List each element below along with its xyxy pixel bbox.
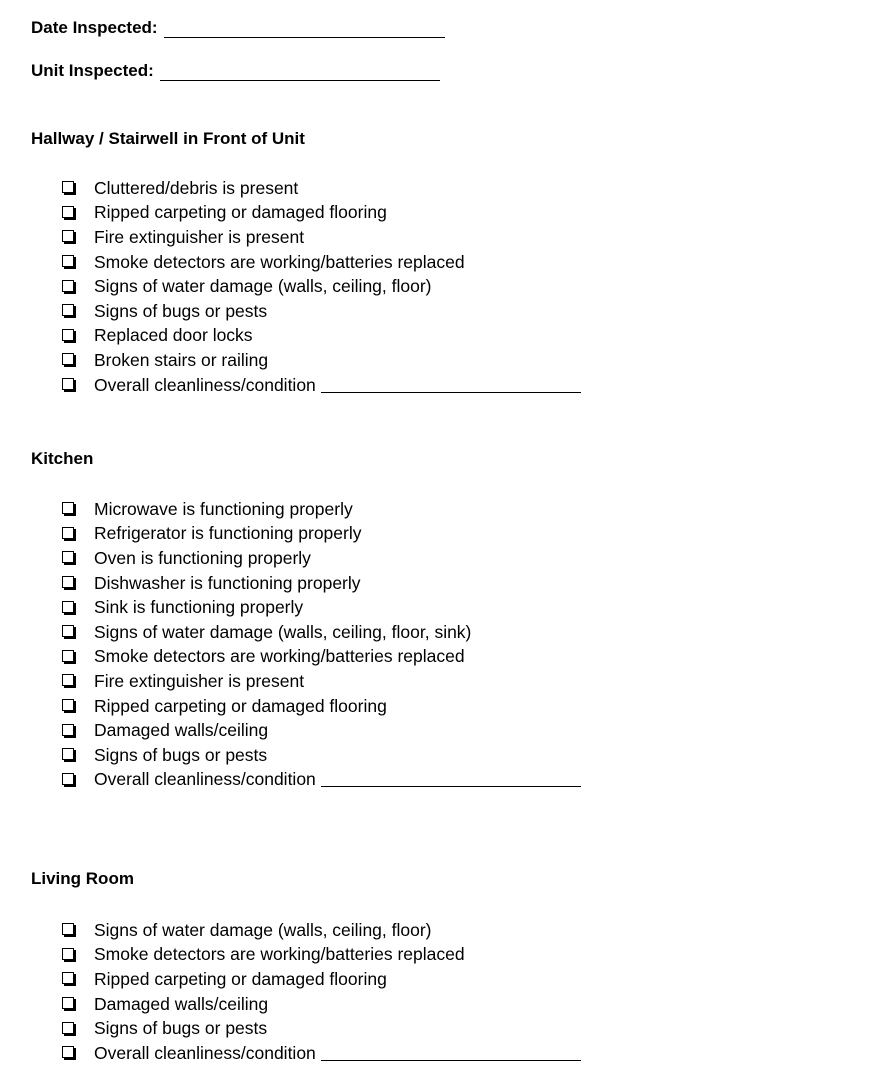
checklist-item: [62, 943, 581, 968]
checklist-item-label: Signs of water damage (walls, ceiling, floor): [94, 919, 432, 940]
checklist-item: [62, 348, 581, 373]
checkbox-icon[interactable]: [62, 773, 74, 785]
checklist-item-label: Smoke detectors are working/batteries replaced: [94, 251, 465, 272]
checklist-item-label: Refrigerator is functioning properly: [94, 523, 362, 544]
checklist-item: [62, 373, 581, 398]
checklist-item: [62, 967, 581, 992]
checklist-item-label: Smoke detectors are working/batteries replaced: [94, 646, 465, 667]
checklist-item: [62, 225, 581, 250]
checklist-living-room: [62, 918, 581, 1066]
checklist-item-label: Ripped carpeting or damaged flooring: [94, 968, 387, 989]
checklist-item-label: Signs of bugs or pests: [94, 744, 268, 765]
checkbox-icon[interactable]: [62, 329, 74, 341]
checklist-item-label: Signs of bugs or pests: [94, 300, 268, 321]
checklist-item: [62, 768, 581, 793]
checklist-item: [62, 743, 581, 768]
checkbox-icon[interactable]: [62, 1022, 74, 1034]
checklist-item-label: Overall cleanliness/condition: [94, 769, 316, 790]
condition-blank[interactable]: [321, 378, 581, 393]
checklist-kitchen: [62, 497, 581, 792]
checkbox-icon[interactable]: [62, 748, 74, 760]
checklist-item-label: Damaged walls/ceiling: [94, 720, 269, 741]
checkbox-icon[interactable]: [62, 724, 74, 736]
checkbox-icon[interactable]: [62, 353, 74, 365]
checklist-item: [62, 1041, 581, 1066]
checklist-item-label: Overall cleanliness/condition: [94, 374, 316, 395]
checklist-item: [62, 718, 581, 743]
checkbox-icon[interactable]: [62, 502, 74, 514]
checklist-item-label: Signs of water damage (walls, ceiling, floor): [94, 276, 432, 297]
checklist-item-label: Signs of bugs or pests: [94, 1018, 268, 1039]
checkbox-icon[interactable]: [62, 206, 74, 218]
checklist-item: [62, 694, 581, 719]
checkbox-icon[interactable]: [62, 650, 74, 662]
checklist-item: [62, 201, 581, 226]
checkbox-icon[interactable]: [62, 255, 74, 267]
checkbox-icon[interactable]: [62, 576, 74, 588]
checklist-item: [62, 299, 581, 324]
checklist-item-label: Ripped carpeting or damaged flooring: [94, 695, 387, 716]
checklist-item-label: Sink is functioning properly: [94, 597, 304, 618]
condition-blank[interactable]: [321, 1046, 581, 1061]
checklist-item: [62, 546, 581, 571]
checklist-item-label: Ripped carpeting or damaged flooring: [94, 202, 387, 223]
checkbox-icon[interactable]: [62, 378, 74, 390]
checklist-item: [62, 918, 581, 943]
date-inspected-field: [31, 18, 445, 38]
checklist-item-label: Dishwasher is functioning properly: [94, 572, 361, 593]
date-inspected-blank[interactable]: [164, 23, 445, 38]
checklist-item-label: Overall cleanliness/condition: [94, 1042, 316, 1063]
checkbox-icon[interactable]: [62, 181, 74, 193]
checklist-item: [62, 324, 581, 349]
unit-inspected-blank[interactable]: [160, 66, 440, 81]
checklist-item-label: Signs of water damage (walls, ceiling, floor, sink): [94, 621, 472, 642]
checklist-item: [62, 274, 581, 299]
checklist-item: [62, 645, 581, 670]
checklist-item-label: Fire extinguisher is present: [94, 670, 305, 691]
section-heading-living-room: Living Room: [31, 869, 134, 888]
checkbox-icon[interactable]: [62, 923, 74, 935]
checklist-item: [62, 497, 581, 522]
checklist-item: [62, 1016, 581, 1041]
checklist-item-label: Microwave is functioning properly: [94, 498, 353, 519]
checklist-item: [62, 620, 581, 645]
checkbox-icon[interactable]: [62, 551, 74, 563]
checklist-item: [62, 992, 581, 1017]
checkbox-icon[interactable]: [62, 948, 74, 960]
unit-inspected-field: [31, 61, 440, 81]
checkbox-icon[interactable]: [62, 1046, 74, 1058]
checkbox-icon[interactable]: [62, 674, 74, 686]
section-heading-kitchen: Kitchen: [31, 449, 94, 468]
checklist-item: [62, 571, 581, 596]
checklist-item-label: Cluttered/debris is present: [94, 177, 299, 198]
checklist-item: [62, 176, 581, 201]
section-heading-hallway: Hallway / Stairwell in Front of Unit: [31, 129, 305, 148]
checkbox-icon[interactable]: [62, 997, 74, 1009]
condition-blank[interactable]: [321, 772, 581, 787]
checkbox-icon[interactable]: [62, 527, 74, 539]
checklist-item: [62, 522, 581, 547]
checklist-item-label: Oven is functioning properly: [94, 547, 311, 568]
checkbox-icon[interactable]: [62, 625, 74, 637]
date-inspected-label: Date Inspected:: [31, 18, 158, 37]
checklist-hallway: [62, 176, 581, 397]
checklist-item-label: Damaged walls/ceiling: [94, 993, 269, 1014]
checklist-item-label: Replaced door locks: [94, 325, 253, 346]
checklist-item: [62, 595, 581, 620]
checkbox-icon[interactable]: [62, 601, 74, 613]
checkbox-icon[interactable]: [62, 304, 74, 316]
checkbox-icon[interactable]: [62, 230, 74, 242]
checklist-item-label: Fire extinguisher is present: [94, 226, 305, 247]
unit-inspected-label: Unit Inspected:: [31, 61, 154, 80]
checkbox-icon[interactable]: [62, 972, 74, 984]
checklist-item: [62, 669, 581, 694]
checklist-item-label: Broken stairs or railing: [94, 349, 269, 370]
checkbox-icon[interactable]: [62, 699, 74, 711]
checklist-item: [62, 250, 581, 275]
checkbox-icon[interactable]: [62, 280, 74, 292]
checklist-item-label: Smoke detectors are working/batteries replaced: [94, 944, 465, 965]
